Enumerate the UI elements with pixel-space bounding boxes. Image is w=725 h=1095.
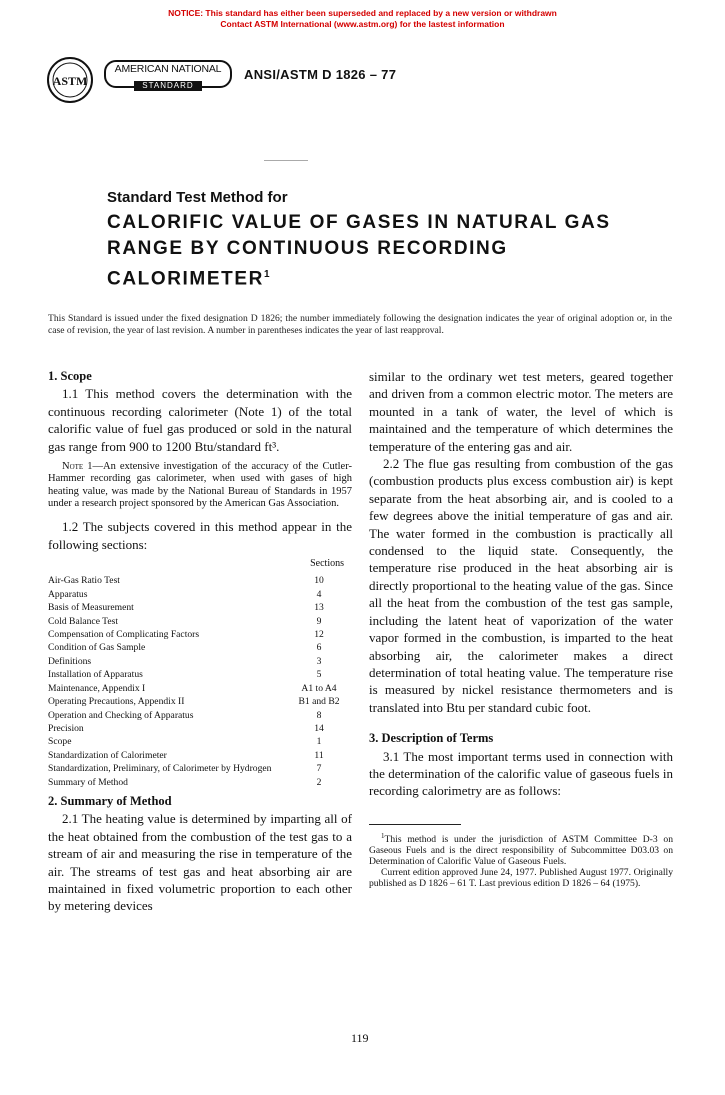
section-name: Air-Gas Ratio Test xyxy=(48,575,120,587)
footnote-divider xyxy=(369,824,461,825)
summary-paragraph-continued: similar to the ordinary wet test meters, geared together and driven from a common electric motor. The meters are mounted in a tank of water, the level of which is maintained and the temperature of which determines the temperature of the entering gas and air. xyxy=(369,369,673,454)
title-line-1: CALORIFIC VALUE OF GASES IN NATURAL GAS xyxy=(107,212,611,233)
sections-row xyxy=(48,776,352,789)
title-line-2: RANGE BY CONTINUOUS RECORDING xyxy=(107,238,508,259)
terms-heading: 3. Description of Terms xyxy=(369,731,494,746)
sections-row xyxy=(48,695,352,708)
note-text: —An extensive investigation of the accuracy of the Cutler-Hammer recording gas calorimeter, when used with gases of high heating value, was made by the National Bureau of Standards in 1957 under a research project sponsored by the American Gas Association. xyxy=(48,461,352,509)
ansi-badge xyxy=(104,60,232,88)
section-name: Scope xyxy=(48,736,72,748)
sections-row xyxy=(48,682,352,695)
section-number: 8 xyxy=(316,709,322,721)
section-name: Maintenance, Appendix I xyxy=(48,682,146,694)
footnote-1-text: This method is under the jurisdiction of ASTM Committee D-3 on Gaseous Fuels and is the direct responsibility of Subcommittee D03.03 on Determination of Calorific Value of Gaseous Fuels. xyxy=(369,833,673,867)
section-number: 11 xyxy=(314,749,324,761)
ansi-line-2: STANDARD xyxy=(134,81,201,91)
section-number: B1 and B2 xyxy=(298,696,340,708)
footnote-mark: 1 xyxy=(381,831,385,840)
page-number: 119 xyxy=(351,1031,369,1045)
section-number: A1 to A4 xyxy=(301,682,337,694)
scope-paragraph-2: 1.2 The subjects covered in this method appear in the following sections: xyxy=(48,519,352,552)
footnotes xyxy=(369,831,673,889)
summary-paragraph-1: 2.1 The heating value is determined by imparting all of the heat obtained from the combustion of the test gas to a stream of air and measuring the rise in temperature of the air. The streams of test gas and heat absorbing air are maintained in fixed volumetric proportion to each other by metering devices xyxy=(48,811,352,914)
section-name: Cold Balance Test xyxy=(48,615,119,627)
left-column xyxy=(48,368,352,915)
astm-logo-icon xyxy=(46,56,94,104)
section-name: Operating Precautions, Appendix II xyxy=(48,696,185,708)
note-1 xyxy=(48,461,352,510)
notice-banner xyxy=(0,8,725,30)
section-number: 4 xyxy=(316,588,322,600)
notice-line-2: Contact ASTM International (www.astm.org) for the lastest information xyxy=(220,19,505,29)
scope-heading: 1. Scope xyxy=(48,369,92,383)
section-name: Summary of Method xyxy=(48,776,128,788)
sections-row xyxy=(48,588,352,601)
summary-paragraph-2: 2.2 The flue gas resulting from combustion of the gas (combustion products plus excess combustion air) is kept separate from the heat absorbing air, and is cooled to a few degrees above the initial temperature of gas and air. The water formed in the combustion is practically all condensed to the liquid state. Consequently, the temperature rise produced in the heat absorbing air is directly proportional to the heating value of the gas. Since all the heat from the combustion of the test gas sample, including the latent heat of vaporization of the water vapor formed in the combustion, is imparted to the heat absorbing air, the calorimeter makes a direct determination of total heating value. The temperature rise is measured by nickel resistance thermometers and is translated into Btu per standard cubic foot. xyxy=(369,456,673,715)
section-number: 3 xyxy=(316,655,322,667)
standard-label: Standard Test Method for xyxy=(107,189,288,206)
sections-row xyxy=(48,655,352,668)
note-label: Note 1 xyxy=(62,461,93,473)
sections-row xyxy=(48,709,352,722)
section-name: Precision xyxy=(48,722,84,734)
section-name: Basis of Measurement xyxy=(48,602,134,614)
sections-row xyxy=(48,615,352,628)
preamble: This Standard is issued under the fixed designation D 1826; the number immediately following the designation indicates the year of original adoption or, in the case of revision, the year of last revision. A number in parentheses indicates the year of last reapproval. xyxy=(48,313,672,336)
title-footnote-mark: 1 xyxy=(263,269,270,280)
summary-heading: 2. Summary of Method xyxy=(48,793,172,808)
notice-line-1: NOTICE: This standard has either been superseded and replaced by a new version or withdrawn xyxy=(168,8,557,18)
sections-row xyxy=(48,574,352,587)
section-number: 2 xyxy=(316,776,322,788)
scope-paragraph-1: 1.1 This method covers the determination with the continuous recording calorimeter (Note 1) of the total calorific value of fuel gas produced or sold in the natural gas range from 900 to 1200 Btu/standard ft³. xyxy=(48,386,352,454)
title-line-3: CALORIMETER xyxy=(107,268,264,290)
terms-paragraph-1: 3.1 The most important terms used in connection with the determination of the calorific value of gaseous fuels in recording calorimetry are as follows: xyxy=(369,748,673,799)
section-number: 1 xyxy=(316,736,322,748)
section-name: Apparatus xyxy=(48,588,88,600)
section-number: 12 xyxy=(314,629,324,641)
section-name: Condition of Gas Sample xyxy=(48,642,146,654)
sections-row xyxy=(48,762,352,775)
section-name: Compensation of Complicating Factors xyxy=(48,629,200,641)
footnote-2: Current edition approved June 24, 1977. Published August 1977. Originally published as D 1826 – 61 T. Last previous edition D 1826 – 64 (1975). xyxy=(369,866,673,889)
ansi-line-1: AMERICAN NATIONAL xyxy=(114,63,222,75)
sections-row xyxy=(48,641,352,654)
section-name: Standardization of Calorimeter xyxy=(48,749,167,761)
sections-row xyxy=(48,601,352,614)
document-title xyxy=(107,210,687,292)
sections-table xyxy=(48,557,352,789)
section-name: Definitions xyxy=(48,655,92,667)
section-name: Installation of Apparatus xyxy=(48,669,143,681)
sections-header: Sections xyxy=(310,558,344,570)
section-number: 6 xyxy=(316,642,322,654)
footnote-1 xyxy=(369,831,673,867)
section-number: 14 xyxy=(314,722,324,734)
sections-row xyxy=(48,749,352,762)
sections-row xyxy=(48,628,352,641)
section-number: 5 xyxy=(316,669,322,681)
sections-row xyxy=(48,668,352,681)
designation: ANSI/ASTM D 1826 – 77 xyxy=(244,67,397,82)
section-name: Standardization, Preliminary, of Calorimeter by Hydrogen xyxy=(48,763,272,775)
right-column xyxy=(369,368,673,889)
logo-text: ASTM xyxy=(52,74,88,88)
sections-row xyxy=(48,735,352,748)
section-number: 7 xyxy=(316,763,322,775)
section-number: 9 xyxy=(316,615,322,627)
section-number: 13 xyxy=(314,602,324,614)
divider xyxy=(264,160,308,161)
section-name: Operation and Checking of Apparatus xyxy=(48,709,194,721)
sections-row xyxy=(48,722,352,735)
section-number: 10 xyxy=(314,575,324,587)
